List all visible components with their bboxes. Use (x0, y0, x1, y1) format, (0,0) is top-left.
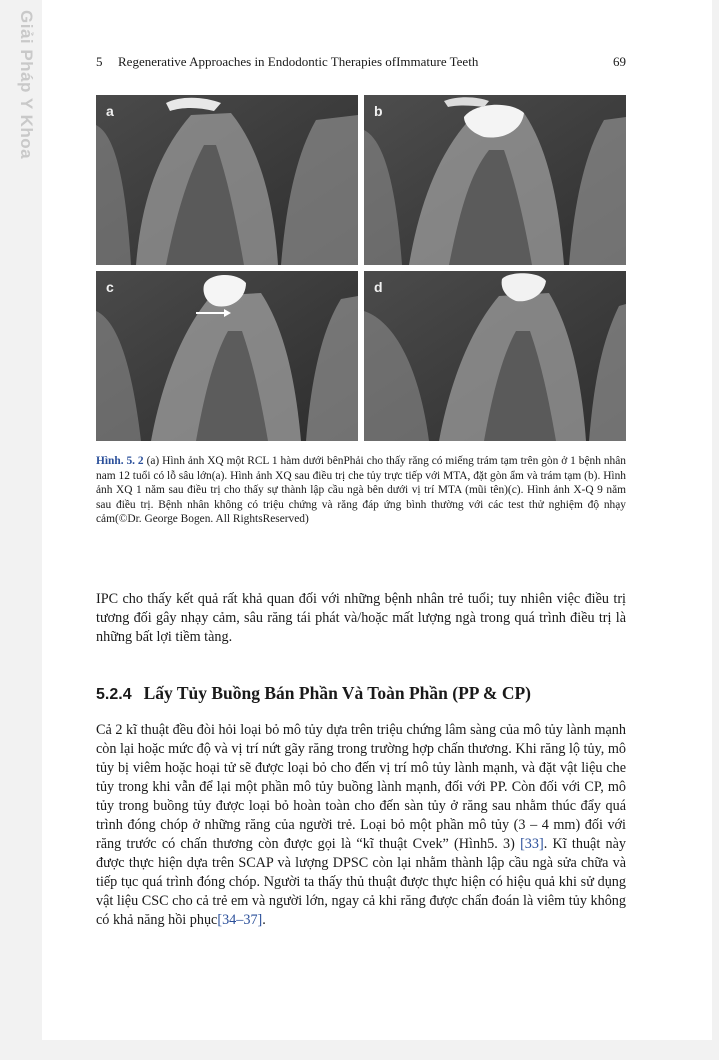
body-paragraph-2 (96, 721, 626, 930)
panel-label-d: d (374, 279, 383, 295)
chapter-number: 5 (96, 54, 103, 69)
panel-label-b: b (374, 103, 383, 119)
citation-link-33[interactable]: [33] (520, 836, 544, 852)
xray-image-d (364, 271, 626, 441)
paragraph-text: . (262, 912, 266, 928)
section-number: 5.2.4 (96, 686, 132, 703)
radiograph-panel-d (364, 271, 626, 441)
xray-image-b (364, 95, 626, 265)
page-number: 69 (613, 54, 626, 69)
paragraph-text: Cả 2 kĩ thuật đều đòi hỏi loại bỏ mô tủy dựa trên triệu chứng lâm sàng của mô tủy lành mạnh còn lại hoặc mức độ và vị trí nứt gãy răng trong trường hợp chấn thương. Khi răng lộ tủy, mô tủy bị viêm hoặc hoại tử sẽ được loại bỏ cho đến vị trí mô tủy lành mạnh, và đặt vật liệu che tủy trong khi vẫn để lại một phần mô tủy buồng lành mạnh, đối với PP. Còn đối với CP, mô tủy trong buồng tủy được loại bỏ hoàn toàn cho đến sàn tủy ở răng sau nhằm thúc đẩy quá trình đóng chóp ở những răng của người trẻ. Loại bỏ một phần mô tủy (3 – 4 mm) đối với răng trước có chấn thương còn được gọi là “kĩ thuật Cvek” (Hình5. 3) (96, 722, 626, 852)
radiograph-panel-b (364, 95, 626, 265)
section-heading (96, 683, 626, 704)
panel-label-a: a (106, 103, 114, 119)
paragraph-text: . Kĩ thuật này được thực hiện dựa trên SCAP và lượng DPSC còn lại nhằm thành lập cầu ngà sửa chữa và tiếp tục quá trình đóng chóp. Người ta thấy thủ thuật được thực hiện có hiệu quả khi sử dụng vật liệu CSC cho cả trẻ em và người lớn, ngay cả khi răng được chẩn đoán là viêm tủy không có khả năng hồi phục (96, 836, 626, 928)
xray-image-a (96, 95, 358, 265)
radiograph-panel-c (96, 271, 358, 441)
figure-caption-text: (a) Hình ảnh XQ một RCL 1 hàm dưới bênPhải cho thấy răng có miếng trám tạm trên gòn ở 1 bệnh nhân nam 12 tuổi có lỗ sâu lớn(a). Hình ảnh XQ sau điều trị che tủy trực tiếp với MTA, đặt gòn ẩm và trám tạm (b). Hình ảnh XQ 1 năm sau điều trị cho thấy sự thành lập cầu ngà bên dưới vị trí MTA (mũi tên)(c). Hình ảnh X-Q 9 năm sau điều trị. Bệnh nhân không có triệu chứng và răng đáp ứng bình thường với các test thử nghiệm độ nhạy cảm(©Dr. George Bogen. All RightsReserved) (96, 455, 626, 526)
figure-caption-label: Hình. 5. 2 (96, 455, 144, 467)
panel-label-c: c (106, 279, 114, 295)
xray-image-c (96, 271, 358, 441)
citation-link-34-37[interactable]: [34–37] (217, 912, 263, 928)
chapter-title: Regenerative Approaches in Endodontic Therapies ofImmature Teeth (118, 54, 479, 69)
body-paragraph-1: IPC cho thấy kết quả rất khả quan đối với những bệnh nhân trẻ tuổi; tuy nhiên việc điều trị tương đối gây nhạy cảm, sâu răng tái phát và/hoặc mất lượng ngà trong quá trình điều trị là những bất lợi tiềm tàng. (96, 591, 626, 645)
figure-caption (96, 454, 626, 527)
radiograph-panel-a (96, 95, 358, 265)
watermark: Giải Pháp Y Khoa (17, 10, 36, 160)
radiograph-figure (96, 95, 626, 443)
section-title: Lấy Tủy Buồng Bán Phần Và Toàn Phần (PP & CP) (143, 683, 531, 703)
